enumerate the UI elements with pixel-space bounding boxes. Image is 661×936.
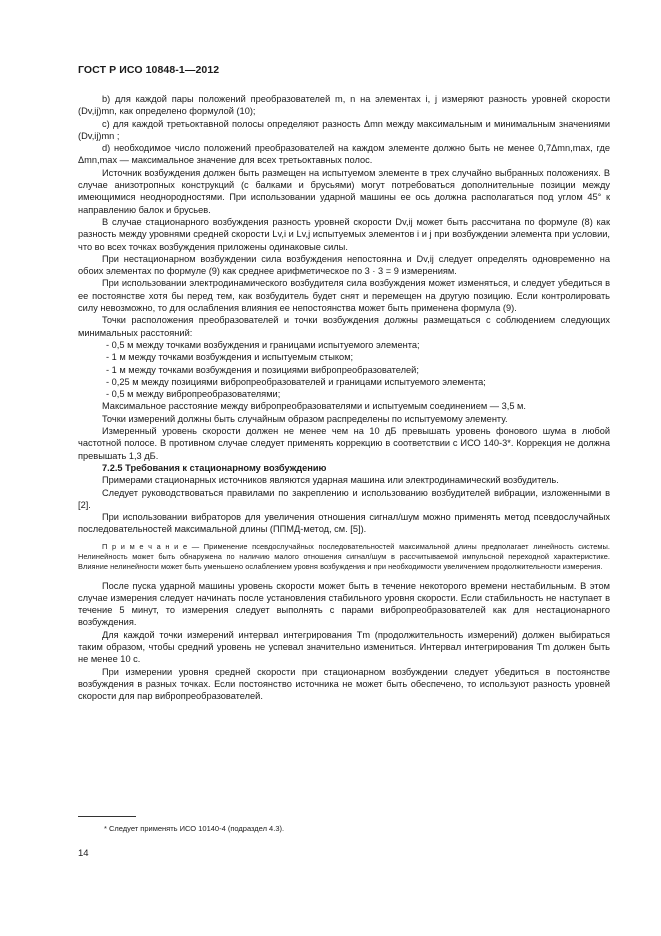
main-text [78,93,610,703]
paragraph-stationary-excitation: В случае стационарного возбуждения разность уровней скорости Dv,ij может быть рассчитана по формуле (8) как разность между уровнями средней скорости Lv,i и Lv,j испытуемых элементов i и j при возбуждении элемента при условии, что во всех точках возбуждения приложены одинаковые силы. [78,216,610,252]
page-number: 14 [78,848,89,859]
paragraph-c: c) для каждой третьоктавной полосы определяют разность Δmn между максимальным и минимальным значениями (Dv,ij)mn ; [78,118,610,141]
paragraph-b: b) для каждой пары положений преобразователей m, n на элементах i, j измеряют разность уровней скорости (Dv,ij)mn, как определено формулой (10); [78,94,610,117]
paragraph-random-points: Точки измерений должны быть случайным образом распределены по испытуемому элементу. [102,413,508,424]
paragraph-constancy-check: При измерении уровня средней скорости при стационарном возбуждении следует убедиться в постоянстве возбуждения в разных точках. Если постоянство источника не может быть обеспечено, то используют разность уровней скорости для пар вибропреобразователей. [78,666,610,702]
paragraph-excitation-source: Источник возбуждения должен быть размещен на испытуемом элементе в трех случайно выбранных положениях. В случае анизотропных конструкций (с балками и брусьями) могут потребоваться дополнительные позиции между имеющимися неоднородностями. При использовании ударной машины ее ось должна располагаться под углом 45° к направлению балок и брусьев. [78,167,610,215]
paragraph-background-noise: Измеренный уровень скорости должен не менее чем на 10 дБ превышать уровень фонового шума в любой частотной полосе. В противном случае следует применять коррекцию в соответствии с ИСО 140-3*. Коррекция не должна превышать 1,3 дБ. [78,426,610,461]
paragraph-distances-intro: Точки расположения преобразователей и точки возбуждения должны размещаться с соблюдением следующих минимальных расстояний: [78,315,610,338]
list-item: - 0,5 м между вибропреобразователями; [106,389,281,400]
document-header: ГОСТ Р ИСО 10848-1—2012 [78,64,220,76]
paragraph-electrodynamic-exciter: При использовании электродинамического возбудителя сила возбуждения может изменяться, и следует убедиться в ее постоянстве хотя бы перед тем, как возбудитель будет снят и перемещен на другую позицию. Если контролировать силу невозможно, то для ослабления влияния ее непостоянства может быть применена формула (9). [78,278,610,314]
footnote: * Следует применять ИСО 10140-4 (подраздел 4.3). [104,824,285,833]
paragraph-tapping-machine: После пуска ударной машины уровень скорости может быть в течение некоторого времени нестабильным. В этом случае измерения следует начинать после установления стабильного уровня скорости. Если стабильность не наступает в течение 5 минут, то измерения следует выполнять с парами вибропреобразователей как для нестационарного возбуждения. [78,580,610,628]
paragraph-exciter-rules: Следует руководствоваться правилами по закреплению и использованию возбудителей вибрации, изложенными в [2]. [78,487,610,510]
paragraph-mls-method: При использовании вибраторов для увеличения отношения сигнал/шум можно применять метод псевдослучайных последовательностей максимальной длины (ППМД-метод, см. [5]). [78,512,610,535]
list-item: - 1 м между точками возбуждения и испытуемым стыком; [106,352,354,363]
footnote-divider [78,816,136,817]
list-item: - 1 м между точками возбуждения и позициями вибропреобразователей; [106,364,419,375]
paragraph-nonstationary-excitation: При нестационарном возбуждении сила возбуждения непостоянна и Dv,ij следует определять одновременно на обоих элементах по формуле (9) как среднее арифметическое по 3 · 3 = 9 измерениям. [78,253,610,277]
section-heading-7-2-5: 7.2.5 Требования к стационарному возбуждению [102,462,327,473]
note-text: П р и м е ч а н и е — Применение псевдослучайных последовательностей максимальной длины предполагает линейность системы. Нелинейность может быть обнаружена по наличию малого отношения сигнал/шум в рассчитываемой импульсной переходной характеристике. Влияние нелинейности может быть уменьшено ослаблением уровня возбуждения и при необходимости увеличением продолжительности измерения. [78,541,610,572]
list-item: - 0,25 м между позициями вибропреобразователей и границами испытуемого элемента; [106,376,486,387]
paragraph-integration-interval: Для каждой точки измерений интервал интегрирования Tm (продолжительность измерений) должен выбираться таким образом, чтобы средний уровень не успевал значительно измениться. Интервал интегрирования Tm должен быть не менее 10 с. [78,629,610,665]
paragraph-d: d) необходимое число положений преобразователей на каждом элементе должно быть не менее 0,7Δmn,max, где Δmn,max — максимальное значение для всех третьоктавных полос. [78,143,610,166]
paragraph-stationary-sources: Примерами стационарных источников являются ударная машина или электродинамический возбудитель. [102,475,559,486]
list-item: - 0,5 м между точками возбуждения и границами испытуемого элемента; [106,339,420,350]
paragraph-max-distance: Максимальное расстояние между вибропреобразователями и испытуемым соединением — 3,5 м. [102,401,526,412]
